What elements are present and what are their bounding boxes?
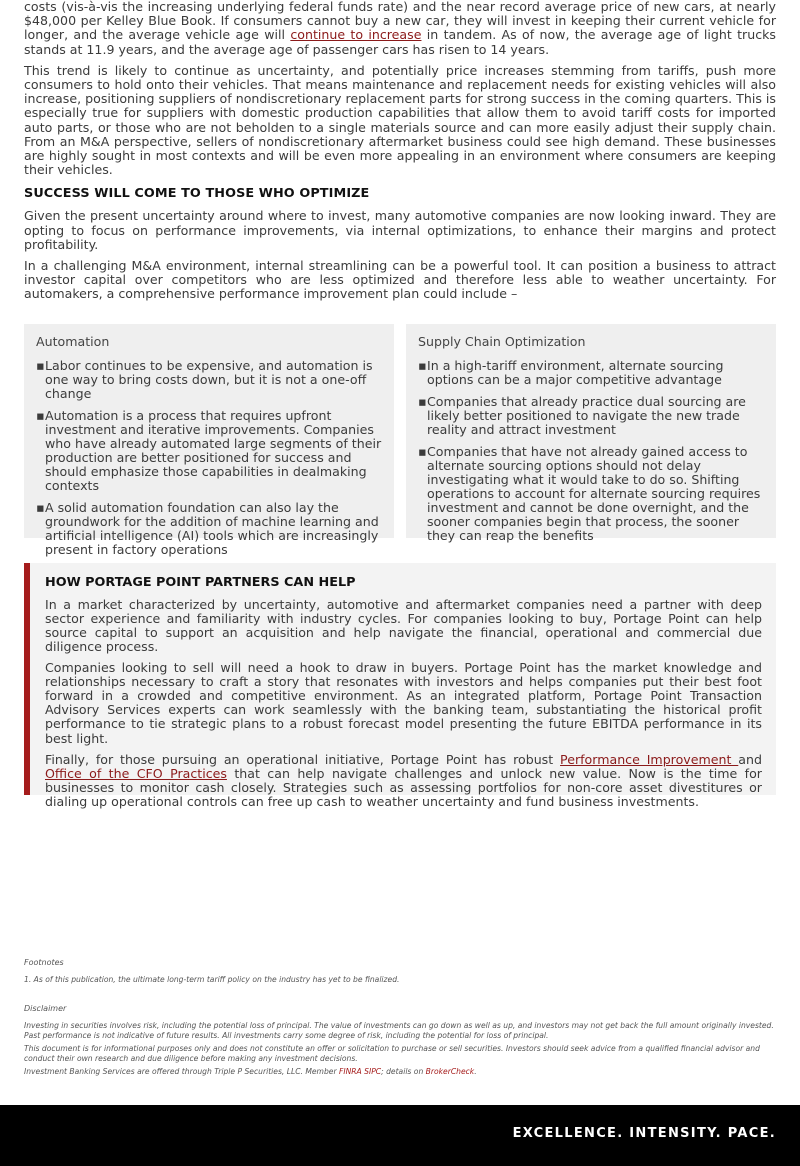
list-item-text: Automation is a process that requires upfront investment and iterative improvements. Companies who have already automated large segments of their production are better positioned for success and should emphasize those capabilities in dealmaking contexts (45, 407, 382, 493)
disclaimer-text: . (474, 1067, 477, 1077)
list-item-text: Companies that have not already gained access to alternate sourcing options should not delay investigating what it would take to do so. Shifting operations to account for alternate sourcing requires investment and cannot be done overnight, and the sooner companies begin that process, the sooner they can reap the benefits (427, 443, 761, 543)
list-item (36, 359, 382, 401)
help-paragraph-1: In a market characterized by uncertainty, automotive and aftermarket companies need a partner with deep sector experience and familiarity with industry cycles. For companies looking to buy, Portage Point can help source capital to support an acquisition and help navigate the financial, operational and commercial due diligence process. (45, 596, 762, 654)
list-item (36, 409, 382, 493)
bullet-icon: ▪ (418, 393, 427, 409)
disclaimer-text: ; details on (381, 1067, 426, 1077)
brokercheck-link[interactable]: BrokerCheck (425, 1067, 475, 1077)
help-callout (24, 563, 776, 809)
help-paragraph-2: Companies looking to sell will need a hook to draw in buyers. Portage Point has the market knowledge and relationships necessary to craft a story that resonates with investors and helps companies put their best foot forward in a crowded and competitive environment. As an integrated platform, Portage Point Transaction Advisory Services experts can work seamlessly with the banking team, substantiating the historical profit performance to tie strategic plans to a robust forecast model presenting the future EBITDA performance in its best light. (45, 660, 762, 746)
panel-title: Supply Chain Optimization (418, 333, 586, 349)
disclaimer-text: Investment Banking Services are offered through Triple P Securities, LLC. Member (24, 1067, 339, 1077)
section-paragraph-2: In a challenging M&A environment, internal streamlining can be a powerful tool. It can position a business to attract investor capital over competitors who are less optimized and therefore less able to weather uncertainty. For automakers, a comprehensive performance improvement plan could include – (24, 258, 776, 302)
list-item-text: Companies that already practice dual sourcing are likely better positioned to navigate the new trade reality and attract investment (427, 393, 746, 437)
bullet-icon: ▪ (418, 443, 427, 459)
intro-paragraph-2: This trend is likely to continue as uncertainty, and potentially price increases stemming from tariffs, push more consumers to hold onto their vehicles. That means maintenance and replacement needs for existing vehicles will also increase, positioning suppliers of nondiscretionary replacement parts for strong success in the coming quarters. This is especially true for suppliers with domestic production capabilities that allow them to avoid tariff costs for imported auto parts, or those who are not beholden to a single materials source and can more easily adjust their supply chain. From an M&A perspective, sellers of nondiscretionary aftermarket business could see high demand. These businesses are highly sought in most contexts and will be even more appealing in an environment where consumers are keeping their vehicles. (24, 62, 776, 178)
bullet-list (36, 359, 382, 557)
office-of-the-cfo-link[interactable]: Office of the CFO Practices (45, 765, 227, 781)
list-item-text: Labor continues to be expensive, and automation is one way to bring costs down, but it is not a one-off change (45, 357, 373, 401)
intro-paragraph-1 (24, 0, 776, 57)
help-heading: HOW PORTAGE POINT PARTNERS CAN HELP (45, 574, 356, 590)
footnotes-section (24, 958, 776, 1080)
help-text: Finally, for those pursuing an operational initiative, Portage Point has robust (45, 751, 561, 767)
disclaimer-heading: Disclaimer (24, 1004, 67, 1014)
panel-title: Automation (36, 333, 110, 349)
intro-text: in tandem. As of now, the average age of light trucks stands at 11.9 years, and the average age of passenger cars has risen to 14 years. (24, 27, 776, 57)
continue-to-increase-link[interactable]: continue to increase (290, 27, 422, 43)
list-item (418, 445, 764, 543)
disclaimer-paragraph-1: Investing in securities involves risk, including the potential loss of principal. The value of investments can go down as well as up, and investors may not get back the full amount originally invested. Past performance is not indicative of future results. All investments carry some degree of risk, including the potential for loss of principal. (24, 1021, 774, 1040)
automation-panel (24, 324, 394, 557)
bullet-list (418, 359, 764, 543)
list-item (418, 359, 764, 387)
help-text: that can help navigate challenges and unlock new value. Now is the time for businesses to monitor cash closely. Strategies such as assessing portfolios for non-core asset divestitures or dialing up operational controls can free up cash to weather uncertainty and fund business investments. (45, 765, 762, 809)
performance-improvement-link[interactable]: Performance Improvement (560, 751, 739, 767)
list-item (418, 395, 764, 437)
list-item-text: In a high-tariff environment, alternate sourcing options can be a major competitive advantage (427, 357, 724, 387)
footer-bar (0, 1105, 800, 1166)
help-paragraph-3 (45, 753, 762, 809)
list-item-text: A solid automation foundation can also lay the groundwork for the addition of machine learning and artificial intelligence (AI) tools which are increasingly present in factory operations (45, 499, 379, 557)
footnotes-heading: Footnotes (24, 958, 64, 967)
section-heading: SUCCESS WILL COME TO THOSE WHO OPTIMIZE (24, 186, 370, 202)
footnote-1: 1. As of this publication, the ultimate long-term tariff policy on the industry has yet to be finalized. (24, 975, 400, 984)
bullet-icon: ▪ (418, 357, 427, 373)
help-text: and (738, 751, 762, 767)
finra-sipc-link[interactable]: FINRA SIPC (338, 1067, 382, 1077)
bullet-icon: ▪ (36, 407, 45, 423)
optimization-columns (24, 324, 776, 557)
footer-tagline: EXCELLENCE. INTENSITY. PACE. (512, 1126, 776, 1141)
list-item (36, 501, 382, 557)
disclaimer-paragraph-3 (24, 1067, 776, 1076)
section-paragraph-1: Given the present uncertainty around where to invest, many automotive companies are now looking inward. They are opting to focus on performance improvements, via internal optimizations, to enhance their margins and protect profitability. (24, 208, 776, 252)
supply-chain-panel (406, 324, 776, 543)
disclaimer-paragraph-2: This document is for informational purposes only and does not constitute an offer or solicitation to purchase or sell securities. Investors should seek advice from a qualified financial advisor and conduct their own research and due diligence before making any investment decisions. (24, 1044, 760, 1063)
bullet-icon: ▪ (36, 499, 45, 515)
intro-text: costs (vis-à-vis the increasing underlying federal funds rate) and the near record average price of new cars, at nearly $48,000 per Kelley Blue Book. If consumers cannot buy a new car, they will invest in keeping their current vehicle for longer, and the average vehicle age will (24, 0, 776, 43)
bullet-icon: ▪ (36, 357, 45, 373)
